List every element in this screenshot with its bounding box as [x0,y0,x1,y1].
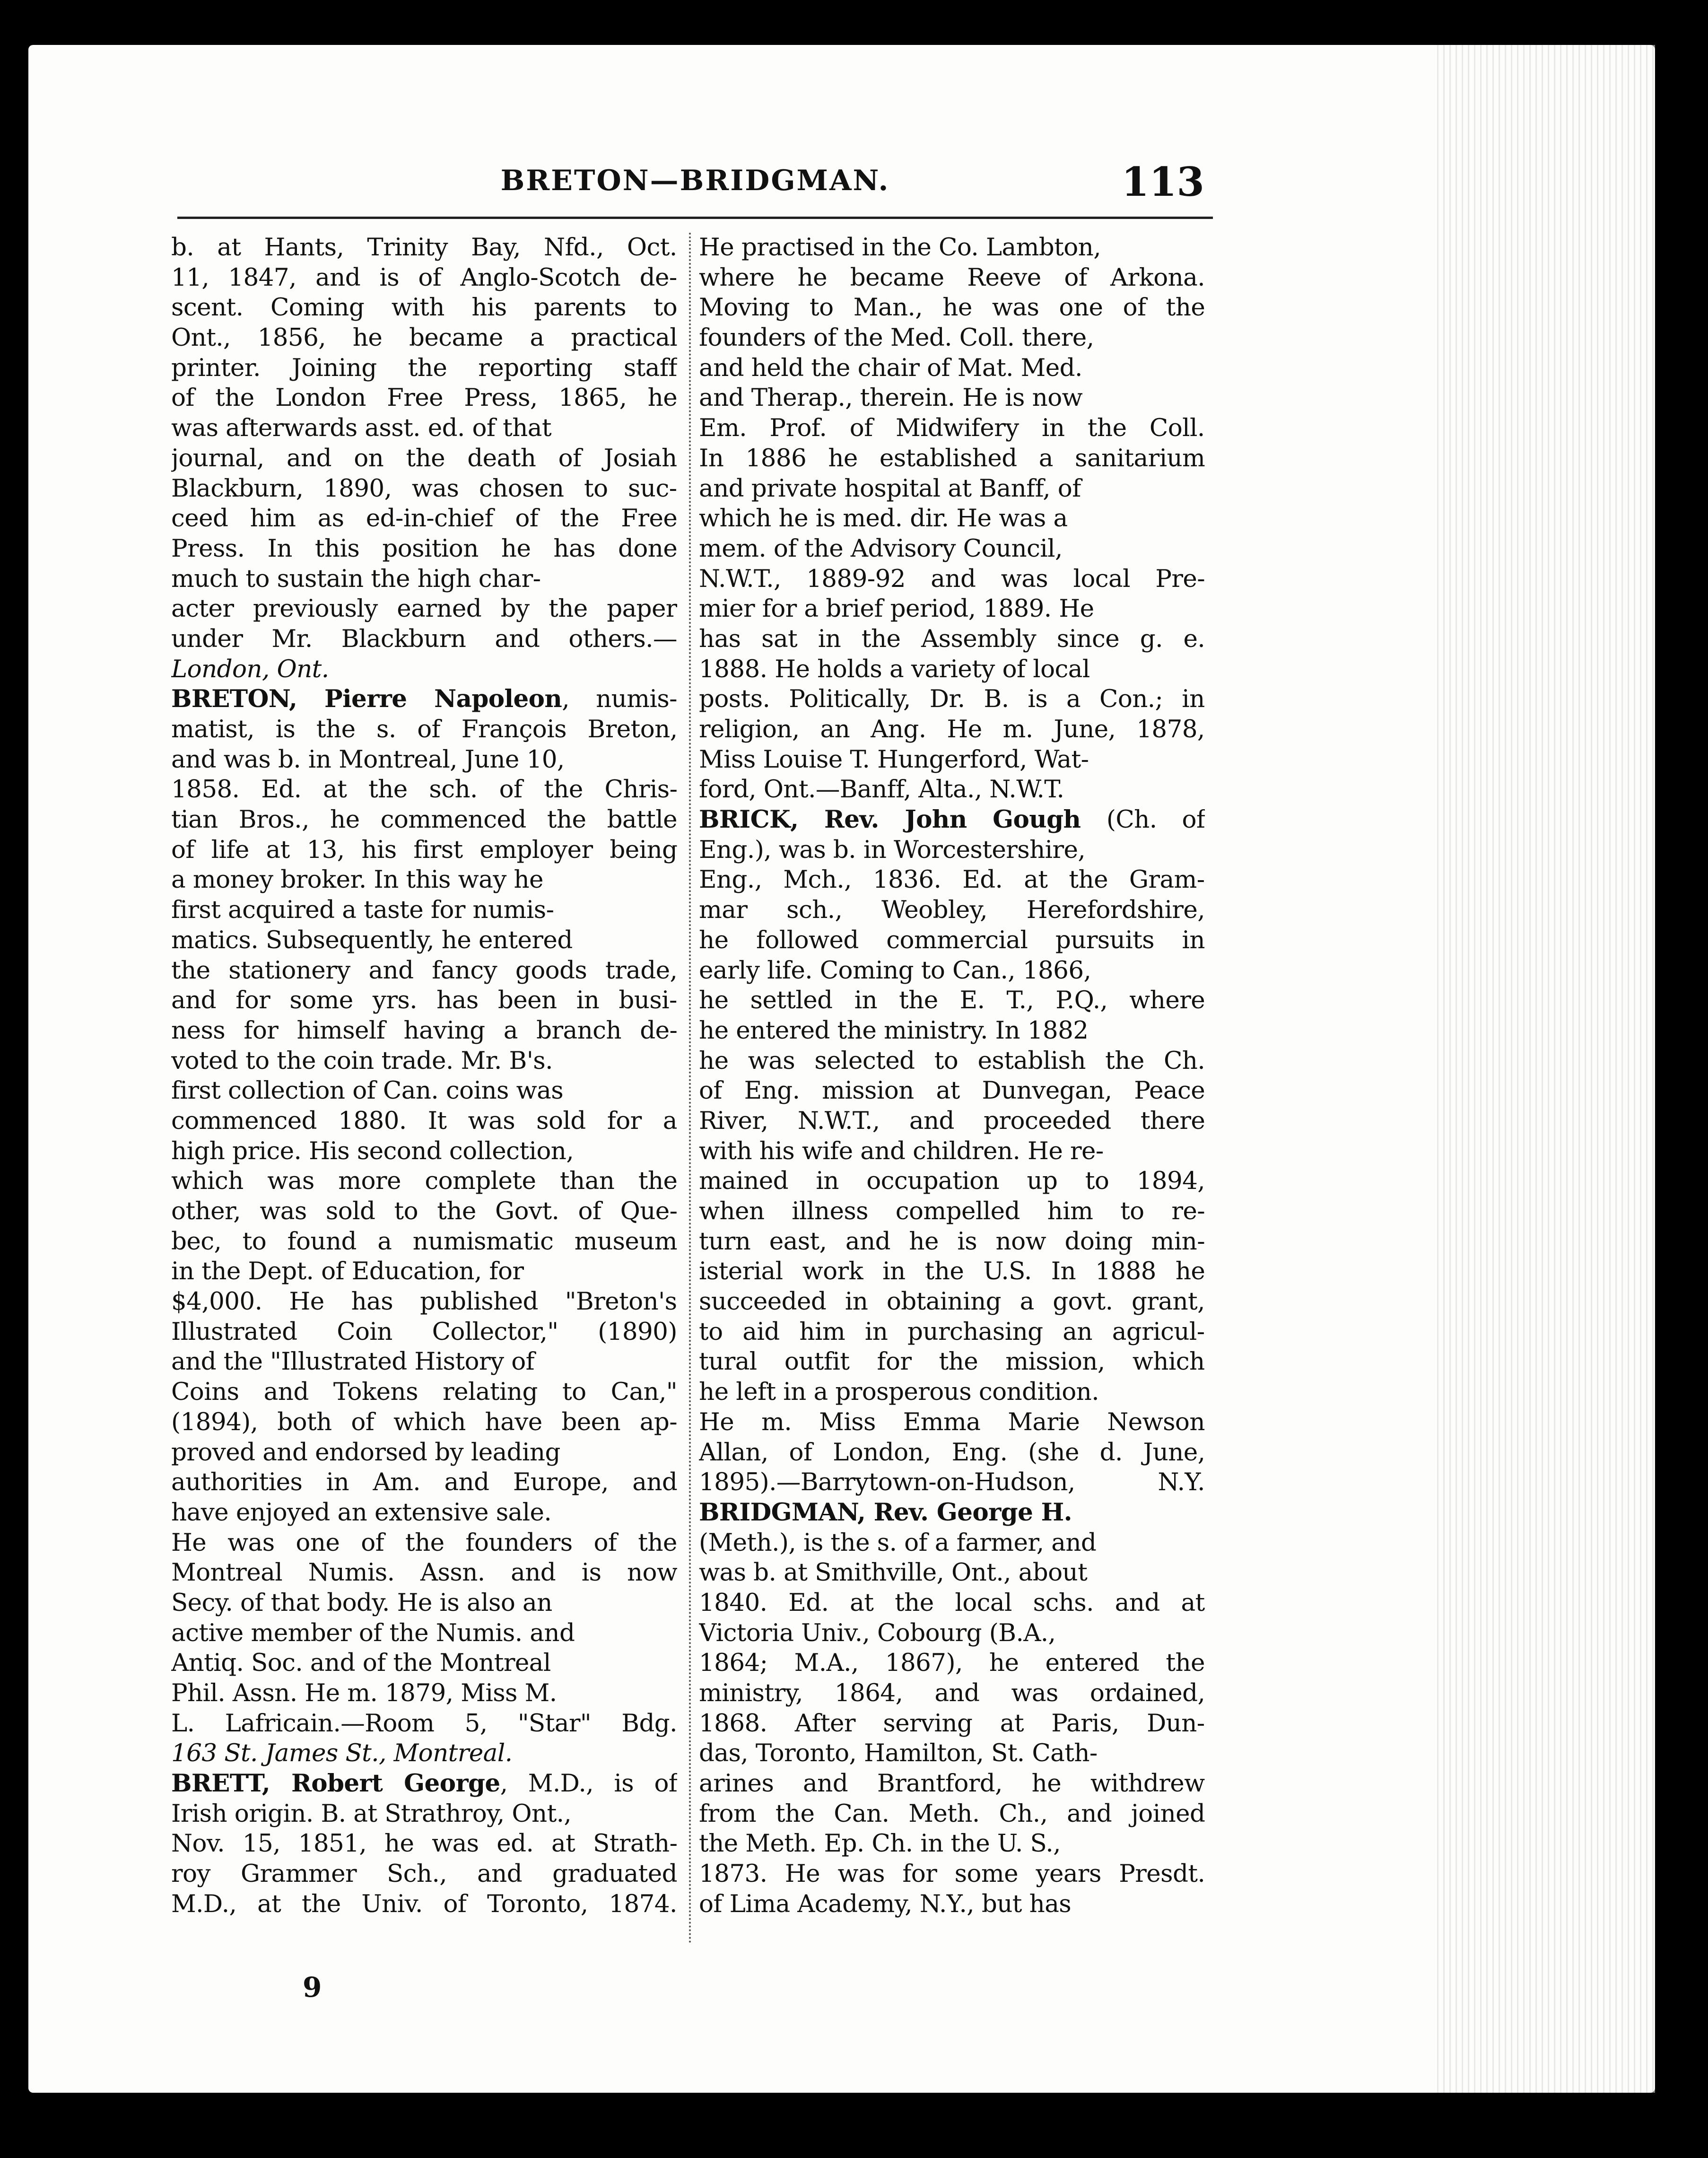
text-line: much to sustain the high char- [171,564,541,593]
text-line: under Mr. Blackburn and others.— [171,624,677,653]
text-line: Blackburn, 1890, was chosen to suc- [171,474,677,503]
text-line: proved and endorsed by leading [171,1438,560,1467]
text-line: succeeded in obtaining a govt. grant, [699,1287,1205,1316]
text-line: Montreal Numis. Assn. and is now [171,1558,677,1587]
text-line: mem. of the Advisory Council, [699,534,1063,563]
text-line: 1864; M.A., 1867), he entered the [699,1649,1205,1677]
text-line: ness for himself having a branch de- [171,1016,677,1045]
text-line: Nov. 15, 1851, he was ed. at Strath- [171,1829,677,1858]
text-line: and private hospital at Banff, of [699,474,1081,503]
text-line: to aid him in purchasing an agricul- [699,1317,1205,1346]
right-column [699,233,1205,1920]
text-line: L. Lafricain.—Room 5, "Star" Bdg. [171,1709,677,1738]
text-line: was afterwards asst. ed. of that [171,414,551,443]
text-line: Illustrated Coin Collector," (1890) [171,1317,677,1346]
column-divider [689,233,691,1945]
text-line: early life. Coming to Can., 1866, [699,956,1091,985]
text-line: In 1886 he established a sanitarium [699,444,1205,472]
text-line: which was more complete than the [171,1167,677,1196]
text-line: 1888. He holds a variety of local [699,655,1090,683]
text-line: BRICK, Rev. John Gough (Ch. of [699,805,1205,834]
left-column [171,233,677,1920]
text-line: Irish origin. B. at Strathroy, Ont., [171,1799,572,1828]
text-line: He was one of the founders of the [171,1528,677,1557]
text-line: of Lima Academy, N.Y., but has [699,1889,1072,1918]
page-header [177,158,1213,210]
text-line: he followed commercial pursuits in [699,926,1205,954]
page-number: 113 [1121,158,1204,205]
text-line: of Eng. mission at Dunvegan, Peace [699,1076,1205,1105]
text-line: Eng., Mch., 1836. Ed. at the Gram- [699,865,1205,894]
text-line: which he is med. dir. He was a [699,504,1068,533]
text-line: of the London Free Press, 1865, he [171,384,677,412]
text-line: 163 St. James St., Montreal. [171,1739,513,1768]
text-line: (1894), both of which have been ap- [171,1407,677,1436]
text-line: BRIDGMAN, Rev. George H. [699,1498,1072,1527]
text-line: Allan, of London, Eng. (she d. June, [699,1438,1205,1467]
text-line: ceed him as ed-in-chief of the Free [171,504,677,533]
text-line: he entered the ministry. In 1882 [699,1016,1089,1045]
text-line: Press. In this position he has done [171,534,677,563]
text-line: 1858. Ed. at the sch. of the Chris- [171,775,677,804]
text-line: where he became Reeve of Arkona. [699,263,1205,292]
text-line: was b. at Smithville, Ont., about [699,1558,1088,1587]
text-line: b. at Hants, Trinity Bay, Nfd., Oct. [171,233,677,262]
text-line: the stationery and fancy goods trade, [171,956,677,985]
text-line: tural outfit for the mission, which [699,1347,1205,1376]
text-line: scent. Coming with his parents to [171,293,677,322]
text-line: has sat in the Assembly since g. e. [699,624,1205,653]
text-line: other, was sold to the Govt. of Que- [171,1197,677,1225]
text-line: in the Dept. of Education, for [171,1257,524,1286]
text-line: 1895).—Barrytown-on-Hudson, N.Y. [699,1468,1205,1497]
text-line: Ont., 1856, he became a practical [171,323,677,352]
text-line: He practised in the Co. Lambton, [699,233,1101,262]
text-line: M.D., at the Univ. of Toronto, 1874. [171,1889,677,1918]
text-line: and held the chair of Mat. Med. [699,353,1082,382]
text-line: River, N.W.T., and proceeded there [699,1106,1205,1135]
text-line: and Therap., therein. He is now [699,384,1083,412]
text-line: he left in a prosperous condition. [699,1378,1099,1407]
text-line: BRETON, Pierre Napoleon, numis- [171,685,677,714]
text-line: BRETT, Robert George, M.D., is of [171,1769,677,1798]
text-line: mar sch., Weobley, Herefordshire, [699,896,1205,925]
text-line: commenced 1880. It was sold for a [171,1106,677,1135]
text-line: $4,000. He has published "Breton's [171,1287,677,1316]
text-line: bec, to found a numismatic museum [171,1227,677,1256]
text-line: and the "Illustrated History of [171,1347,535,1376]
text-line: and for some yrs. has been in busi- [171,986,677,1015]
text-line: London, Ont. [171,655,329,683]
text-line: he settled in the E. T., P.Q., where [699,986,1205,1015]
text-line: ford, Ont.—Banff, Alta., N.W.T. [699,775,1064,804]
text-line: religion, an Ang. He m. June, 1878, [699,715,1205,743]
text-line: acter previously earned by the paper [171,594,677,623]
text-line: Miss Louise T. Hungerford, Wat- [699,745,1089,774]
text-line: N.W.T., 1889-92 and was local Pre- [699,564,1205,593]
text-line: Moving to Man., he was one of the [699,293,1205,322]
text-line: from the Can. Meth. Ch., and joined [699,1799,1205,1828]
text-line: Antiq. Soc. and of the Montreal [171,1649,551,1677]
text-line: founders of the Med. Coll. there, [699,323,1094,352]
text-line: turn east, and he is now doing min- [699,1227,1205,1256]
running-head: BRETON—BRIDGMAN. [500,164,890,197]
text-line: Eng.), was b. in Worcestershire, [699,835,1086,864]
text-line: 11, 1847, and is of Anglo-Scotch de- [171,263,677,292]
header-rule [177,217,1213,219]
text-line: das, Toronto, Hamilton, St. Cath- [699,1739,1098,1768]
text-line: Victoria Univ., Cobourg (B.A., [699,1618,1056,1647]
text-line: Em. Prof. of Midwifery in the Coll. [699,414,1205,443]
text-line: he was selected to establish the Ch. [699,1046,1205,1075]
text-line: He m. Miss Emma Marie Newson [699,1407,1205,1436]
text-line: 1840. Ed. at the local schs. and at [699,1588,1205,1617]
text-line: matics. Subsequently, he entered [171,926,573,954]
text-line: when illness compelled him to re- [699,1197,1205,1225]
text-line: a money broker. In this way he [171,865,543,894]
text-line: journal, and on the death of Josiah [171,444,677,472]
text-line: authorities in Am. and Europe, and [171,1468,677,1497]
text-line: mier for a brief period, 1889. He [699,594,1094,623]
text-line: first collection of Can. coins was [171,1076,564,1105]
text-line: active member of the Numis. and [171,1618,575,1647]
text-line: Secy. of that body. He is also an [171,1588,552,1617]
text-line: matist, is the s. of François Breton, [171,715,677,743]
text-line: isterial work in the U.S. In 1888 he [699,1257,1205,1286]
text-line: 1868. After serving at Paris, Dun- [699,1709,1205,1738]
text-line: Coins and Tokens relating to Can," [171,1378,677,1407]
text-line: the Meth. Ep. Ch. in the U. S., [699,1829,1061,1858]
text-line: posts. Politically, Dr. B. is a Con.; in [699,685,1205,714]
text-line: ministry, 1864, and was ordained, [699,1679,1205,1707]
text-line: tian Bros., he commenced the battle [171,805,677,834]
text-line: arines and Brantford, he withdrew [699,1769,1205,1798]
text-line: 1873. He was for some years Presdt. [699,1860,1205,1888]
page-edge-texture [1433,45,1655,2093]
text-line: with his wife and children. He re- [699,1136,1104,1165]
text-line: and was b. in Montreal, June 10, [171,745,565,774]
text-line: high price. His second collection, [171,1136,574,1165]
signature-mark: 9 [303,1971,322,2003]
text-line: of life at 13, his first employer being [171,835,677,864]
text-line: first acquired a taste for numis- [171,896,554,925]
text-line: voted to the coin trade. Mr. B's. [171,1046,553,1075]
text-line: printer. Joining the reporting staff [171,353,677,382]
text-line: Phil. Assn. He m. 1879, Miss M. [171,1679,557,1707]
text-line: roy Grammer Sch., and graduated [171,1860,677,1888]
text-line: mained in occupation up to 1894, [699,1167,1205,1196]
text-line: (Meth.), is the s. of a farmer, and [699,1528,1097,1557]
text-line: have enjoyed an extensive sale. [171,1498,552,1527]
